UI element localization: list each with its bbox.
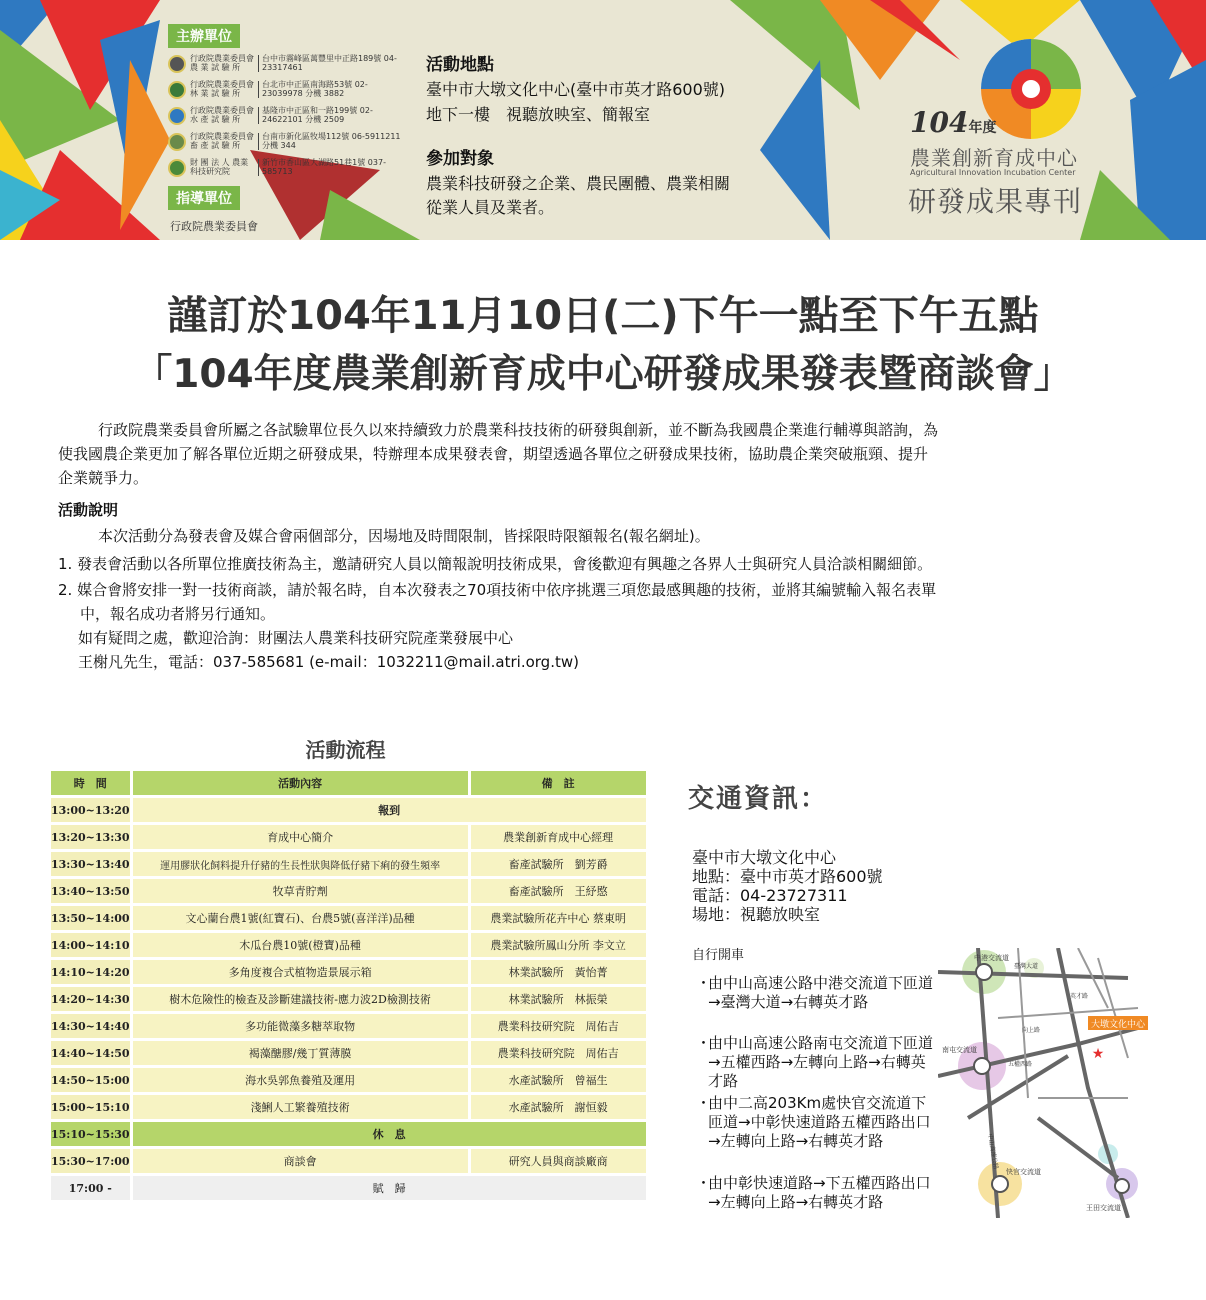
organizer-name: 行政院農業委員會 農 業 試 驗 所 <box>190 54 254 72</box>
fisheries-institute-logo-icon <box>168 107 186 125</box>
livestock-institute-logo-icon <box>168 133 186 151</box>
contact-line2: 王榭凡先生，電話：037-585681 (e-mail：1032211@mail.atri.org.tw) <box>78 653 579 671</box>
pub-year-suffix: 年度 <box>968 120 997 136</box>
header-banner <box>0 0 1206 240</box>
table-row <box>50 932 648 959</box>
direction-text: 由中山高速公路中港交流道下匝道→臺灣大道→右轉英才路 <box>708 974 934 1011</box>
intro-line1: 行政院農業委員會所屬之各試驗單位長久以來持續致力於農業科技技術的研發與創新，並不斷為我國農企業進行輔導與諮詢，為 <box>98 421 939 439</box>
row-time: 13:00~13:20 <box>50 797 132 824</box>
row-content: 多功能微藻多糖萃取物 <box>131 1013 469 1040</box>
organizer-name: 行政院農業委員會 畜 產 試 驗 所 <box>190 132 254 150</box>
row-note: 畜產試驗所 劉芳爵 <box>469 851 647 878</box>
map-label-kuaiguan: 快官交流道 <box>1006 1168 1041 1176</box>
organizer-address: 台中市霧峰區萬豐里中正路189號 04-23317461 <box>262 54 397 72</box>
row-content: 褐藻醣膠/幾丁質薄膜 <box>131 1040 469 1067</box>
table-row <box>50 905 648 932</box>
audience-title: 參加對象 <box>426 149 494 169</box>
table-row <box>50 1067 648 1094</box>
row-note: 水產試驗所 曾福生 <box>469 1067 647 1094</box>
bullet: ・ <box>696 1034 712 1052</box>
table-row <box>50 797 648 824</box>
row-content: 商談會 <box>131 1148 469 1175</box>
pub-center: 農業創新育成中心 <box>910 146 1078 170</box>
row-time: 13:20~13:30 <box>50 824 132 851</box>
row-content: 牧草青貯劑 <box>131 878 469 905</box>
guide-org: 行政院農業委員會 <box>170 220 258 233</box>
row-note: 研究人員與商談廠商 <box>469 1148 647 1175</box>
audience-line1: 農業科技研發之企業、農民團體、農業相關 <box>426 174 731 193</box>
row-time: 13:40~13:50 <box>50 878 132 905</box>
header-time: 時 間 <box>50 770 132 797</box>
direction-text: 由中彰快速道路→下五權西路出口→左轉向上路→右轉英才路 <box>708 1174 931 1211</box>
map-label-xiangshang: 向上路 <box>1022 1027 1041 1034</box>
venue-title: 活動地點 <box>426 55 494 75</box>
description-summary: 本次活動分為發表會及媒合會兩個部分，因場地及時間限制，皆採限時限額報名(報名網址)。 <box>98 527 710 545</box>
schedule-table <box>48 768 649 1203</box>
schedule-title: 活動流程 <box>305 738 386 762</box>
table-row <box>50 1148 648 1175</box>
row-content: 運用膠狀化飼料提升仔豬的生長性狀與降低仔豬下痢的發生頻率 <box>131 851 469 878</box>
contact-line1: 如有疑問之處，歡迎洽詢：財團法人農業科技研究院產業發展中心 <box>78 629 514 647</box>
map-label-zhonggang: 中港交流道 <box>974 954 1009 962</box>
header-content: 活動內容 <box>131 770 469 797</box>
organizer-row <box>168 158 398 178</box>
pub-year-number: 104 <box>910 106 969 139</box>
venue-address: 地點：臺中市英才路600號 <box>692 867 883 886</box>
row-time: 14:30~14:40 <box>50 1013 132 1040</box>
organizer-title: 主辦單位 <box>168 24 240 48</box>
map-label-yingcai: 英才路 <box>1070 993 1089 1000</box>
headline-event: 「104年度農業創新育成中心研發成果發表暨商談會」 <box>133 352 1073 397</box>
agri-institute-logo-icon <box>168 55 186 73</box>
row-time: 13:50~14:00 <box>50 905 132 932</box>
bullet: ・ <box>696 1174 712 1192</box>
organizer-row <box>168 80 398 100</box>
guide-title: 指導單位 <box>168 186 240 210</box>
row-note: 畜產試驗所 王紓愍 <box>469 878 647 905</box>
direction-text: 由中山高速公路南屯交流道下匝道→五權西路→左轉向上路→右轉英才路 <box>708 1034 934 1090</box>
row-note: 林業試驗所 林振榮 <box>469 986 647 1013</box>
drive-title: 自行開車 <box>692 948 745 963</box>
atri-logo-icon <box>168 159 186 177</box>
venue-line1: 臺中市大墩文化中心(臺中市英才路600號) <box>426 80 726 99</box>
organizer-row <box>168 132 401 152</box>
location-map <box>938 948 1150 1218</box>
row-note: 林業試驗所 黃怡菁 <box>469 959 647 986</box>
organizer-name: 行政院農業委員會 林 業 試 驗 所 <box>190 80 254 98</box>
table-row <box>50 959 648 986</box>
row-note: 水產試驗所 謝恒毅 <box>469 1094 647 1121</box>
row-time: 14:10~14:20 <box>50 959 132 986</box>
table-row <box>50 986 648 1013</box>
map-label-wuquan: 五權西路 <box>1008 1061 1033 1068</box>
pub-year <box>910 106 996 139</box>
row-content: 淺鯏人工繁養殖技術 <box>131 1094 469 1121</box>
row-note: 農業試驗所鳳山分所 李文立 <box>469 932 647 959</box>
organizer-name: 財 團 法 人 農業科技研究院 <box>190 158 249 176</box>
row-time: 14:40~14:50 <box>50 1040 132 1067</box>
row-content: 休 息 <box>131 1121 647 1148</box>
table-row <box>50 824 648 851</box>
row-time: 13:30~13:40 <box>50 851 132 878</box>
map-label-center: 大墩文化中心 <box>1090 1020 1146 1030</box>
table-row <box>50 1013 648 1040</box>
description-item2-line1: 2. 媒合會將安排一對一技術商談，請於報名時，自本次發表之70項技術中依序挑選三項您最感興趣的技術，並將其編號輸入報名表單 <box>58 581 937 599</box>
table-row <box>50 878 648 905</box>
row-note: 農業試驗所花卉中心 蔡東明 <box>469 905 647 932</box>
venue-star-icon: ★ <box>1091 1046 1105 1062</box>
bullet: ・ <box>696 974 712 992</box>
organizer-row <box>168 106 398 126</box>
intro-line3: 企業競爭力。 <box>58 469 149 487</box>
venue-line2: 地下一樓 視聽放映室、簡報室 <box>426 105 651 124</box>
audience-line2: 從業人員及業者。 <box>426 198 555 217</box>
headline-date: 謹訂於104年11月10日(二)下午一點至下午五點 <box>167 293 1039 339</box>
row-note: 農業科技研究院 周佑吉 <box>469 1013 647 1040</box>
venue-room: 場地：視聽放映室 <box>692 905 821 924</box>
table-header-row <box>50 770 648 797</box>
map-label-zhongshan: 中山高速公路 <box>986 1133 1000 1170</box>
header-note: 備 註 <box>469 770 647 797</box>
pub-center-en: Agricultural Innovation Incubation Center <box>910 168 1076 177</box>
row-content: 多角度複合式植物造景展示箱 <box>131 959 469 986</box>
table-row <box>50 1040 648 1067</box>
venue-phone: 電話：04-23727311 <box>692 886 848 905</box>
traffic-title: 交通資訊： <box>688 784 829 814</box>
organizer-address: 台北市中正區南海路53號 02-23039978 分機 3882 <box>262 80 368 98</box>
organizer-address: 基隆市中正區和一路199號 02-24622101 分機 2509 <box>262 106 373 124</box>
organizer-address: 台南市新化區牧場112號 06-5911211 分機 344 <box>262 132 401 150</box>
row-time: 14:00~14:10 <box>50 932 132 959</box>
organizer-address: 新竹市香山區大湖路51巷1號 037-585713 <box>262 158 386 176</box>
pub-title: 研發成果專刊 <box>908 185 1083 218</box>
forestry-institute-logo-icon <box>168 81 186 99</box>
bullet: ・ <box>696 1094 712 1112</box>
row-note: 農業科技研究院 周佑吉 <box>469 1040 647 1067</box>
row-time: 14:50~15:00 <box>50 1067 132 1094</box>
row-content: 樹木危險性的檢查及診斷建議技術-應力波2D檢測技術 <box>131 986 469 1013</box>
venue-name: 臺中市大墩文化中心 <box>692 848 837 867</box>
direction-text: 由中二高203Km處快官交流道下匝道→中彰快速道路五權西路出口→左轉向上路→右轉英才路 <box>708 1094 931 1150</box>
organizer-row <box>168 54 398 74</box>
row-time: 15:00~15:10 <box>50 1094 132 1121</box>
direction-item <box>696 1034 936 1091</box>
map-label-nantun: 南屯交流道 <box>942 1046 977 1054</box>
organizer-name: 行政院農業委員會 水 產 試 驗 所 <box>190 106 254 124</box>
table-row <box>50 851 648 878</box>
table-row <box>50 1094 648 1121</box>
description-item2-line2: 中，報名成功者將另行通知。 <box>80 605 276 623</box>
table-row <box>50 1175 648 1202</box>
row-note: 農業創新育成中心經理 <box>469 824 647 851</box>
intro-line2: 使我國農企業更加了解各單位近期之研發成果，特辦理本成果發表會，期望透過各單位之研發成果技術，協助農企業突破瓶頸、提升 <box>58 445 929 463</box>
row-content: 木瓜台農10號(橙寶)品種 <box>131 932 469 959</box>
direction-item <box>696 1094 936 1151</box>
row-content: 報到 <box>131 797 647 824</box>
map-label-taiwan: 臺灣大道 <box>1014 963 1039 970</box>
row-content: 育成中心簡介 <box>131 824 469 851</box>
description-item1: 1. 發表會活動以各所單位推廣技術為主，邀請研究人員以簡報說明技術成果，會後歡迎有興趣之各界人士與研究人員洽談相關細節。 <box>58 555 933 573</box>
row-time: 17:00 - <box>50 1175 132 1202</box>
row-time: 15:10~15:30 <box>50 1121 132 1148</box>
map-label-wangtian: 王田交流道 <box>1086 1204 1121 1212</box>
row-time: 14:20~14:30 <box>50 986 132 1013</box>
direction-item <box>696 974 936 1012</box>
description-title: 活動說明 <box>58 501 119 519</box>
row-content: 賦 歸 <box>131 1175 647 1202</box>
row-content: 海水吳郭魚養殖及運用 <box>131 1067 469 1094</box>
row-time: 15:30~17:00 <box>50 1148 132 1175</box>
direction-item <box>696 1174 936 1212</box>
row-content: 文心蘭台農1號(紅寶石)、台農5號(喜洋洋)品種 <box>131 905 469 932</box>
table-row-break <box>50 1121 648 1148</box>
